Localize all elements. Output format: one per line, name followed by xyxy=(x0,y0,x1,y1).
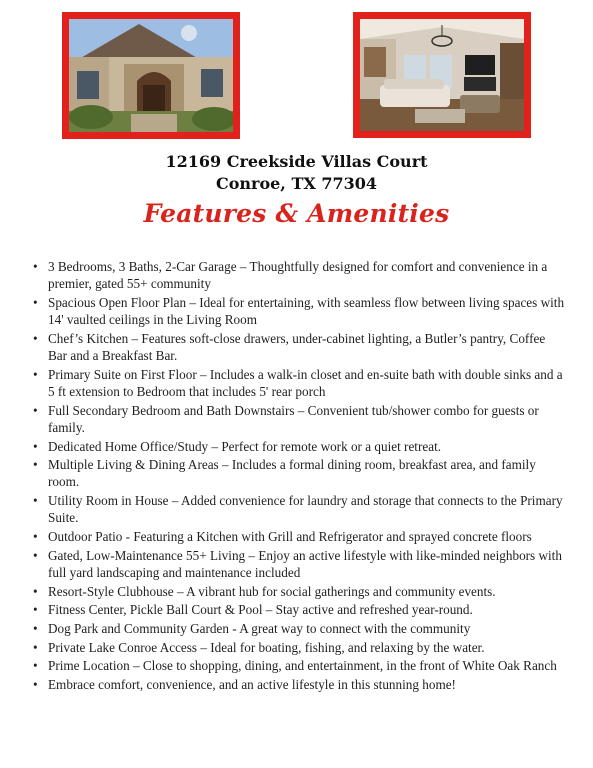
feature-text: Embrace comfort, convenience, and an active lifestyle in this stunning home! xyxy=(48,677,456,693)
exterior-photo xyxy=(62,12,240,139)
feature-item xyxy=(33,330,565,364)
bullet-icon: • xyxy=(33,583,38,599)
address-street: 12169 Creekside Villas Court xyxy=(165,152,428,171)
feature-text: Prime Location – Close to shopping, dining, and entertainment, in the front of White Oak Ranch xyxy=(48,658,557,674)
feature-item xyxy=(33,438,565,455)
feature-text: Chef’s Kitchen – Features soft-close drawers, under-cabinet lighting, a Butler’s pantry, Coffee Bar and a Breakfast Bar. xyxy=(48,330,546,364)
feature-item xyxy=(33,583,565,600)
bullet-icon: • xyxy=(33,529,38,545)
features-list xyxy=(30,258,565,695)
feature-text: Spacious Open Floor Plan – Ideal for entertaining, with seamless flow between living spaces with 14' vaulted ceilings in the Living Room xyxy=(48,294,565,328)
bullet-icon: • xyxy=(33,677,38,693)
feature-item xyxy=(33,639,565,656)
feature-text: Primary Suite on First Floor – Includes a walk-in closet and en-suite bath with double sinks and a 5 ft extension to Bedroom that includes 5' rear porch xyxy=(48,366,563,399)
feature-item xyxy=(33,620,565,637)
feature-item xyxy=(33,402,565,436)
feature-item xyxy=(33,492,565,526)
feature-item xyxy=(33,676,565,693)
address-city-state-zip: Conroe, TX 77304 xyxy=(215,174,377,193)
feature-item xyxy=(33,601,565,618)
living-room-photo xyxy=(353,12,531,138)
feature-text: Multiple Living & Dining Areas – Includes a formal dining room, breakfast area, and family room. xyxy=(48,457,536,490)
bullet-icon: • xyxy=(33,259,38,274)
bullet-icon: • xyxy=(33,330,38,346)
feature-text: Dog Park and Community Garden - A great way to connect with the community xyxy=(48,621,471,637)
feature-text: Gated, Low-Maintenance 55+ Living – Enjoy an active lifestyle with like-minded neighbors with full yard landscaping and maintenance included xyxy=(48,547,562,580)
feature-text: Resort-Style Clubhouse – A vibrant hub for social gatherings and community events. xyxy=(48,583,496,599)
bullet-icon: • xyxy=(33,438,38,454)
bullet-icon: • xyxy=(33,658,38,674)
page-title: Features & Amenities xyxy=(143,199,450,228)
feature-text: Utility Room in House – Added convenience for laundry and storage that connects to the Primary Suite. xyxy=(48,493,563,526)
feature-text: Private Lake Conroe Access – Ideal for boating, fishing, and relaxing by the water. xyxy=(48,639,485,655)
feature-text: Outdoor Patio - Featuring a Kitchen with Grill and Refrigerator and sprayed concrete floors xyxy=(48,529,532,545)
exterior-photo-image xyxy=(69,19,233,132)
feature-item xyxy=(33,258,565,292)
feature-item xyxy=(33,294,565,328)
feature-text: Full Secondary Bedroom and Bath Downstairs – Convenient tub/shower combo for guests or family. xyxy=(48,402,539,435)
bullet-icon: • xyxy=(33,621,38,637)
bullet-icon: • xyxy=(33,493,38,509)
feature-item xyxy=(33,456,565,490)
bullet-icon: • xyxy=(33,602,38,618)
feature-text: Fitness Center, Pickle Ball Court & Pool – Stay active and refreshed year-round. xyxy=(48,602,473,618)
feature-item xyxy=(33,657,565,674)
feature-text: Dedicated Home Office/Study – Perfect for remote work or a quiet retreat. xyxy=(48,438,442,454)
feature-text: 3 Bedrooms, 3 Baths, 2-Car Garage – Thoughtfully designed for comfort and convenience in a premier, gated 55+ community xyxy=(48,259,548,292)
feature-item xyxy=(33,547,565,581)
bullet-icon: • xyxy=(33,294,38,310)
bullet-icon: • xyxy=(33,402,38,418)
feature-item xyxy=(33,528,565,545)
bullet-icon: • xyxy=(33,457,38,473)
living-room-photo-image xyxy=(360,19,524,131)
bullet-icon: • xyxy=(33,366,38,382)
bullet-icon: • xyxy=(33,547,38,563)
bullet-icon: • xyxy=(33,639,38,655)
feature-item xyxy=(33,366,565,400)
